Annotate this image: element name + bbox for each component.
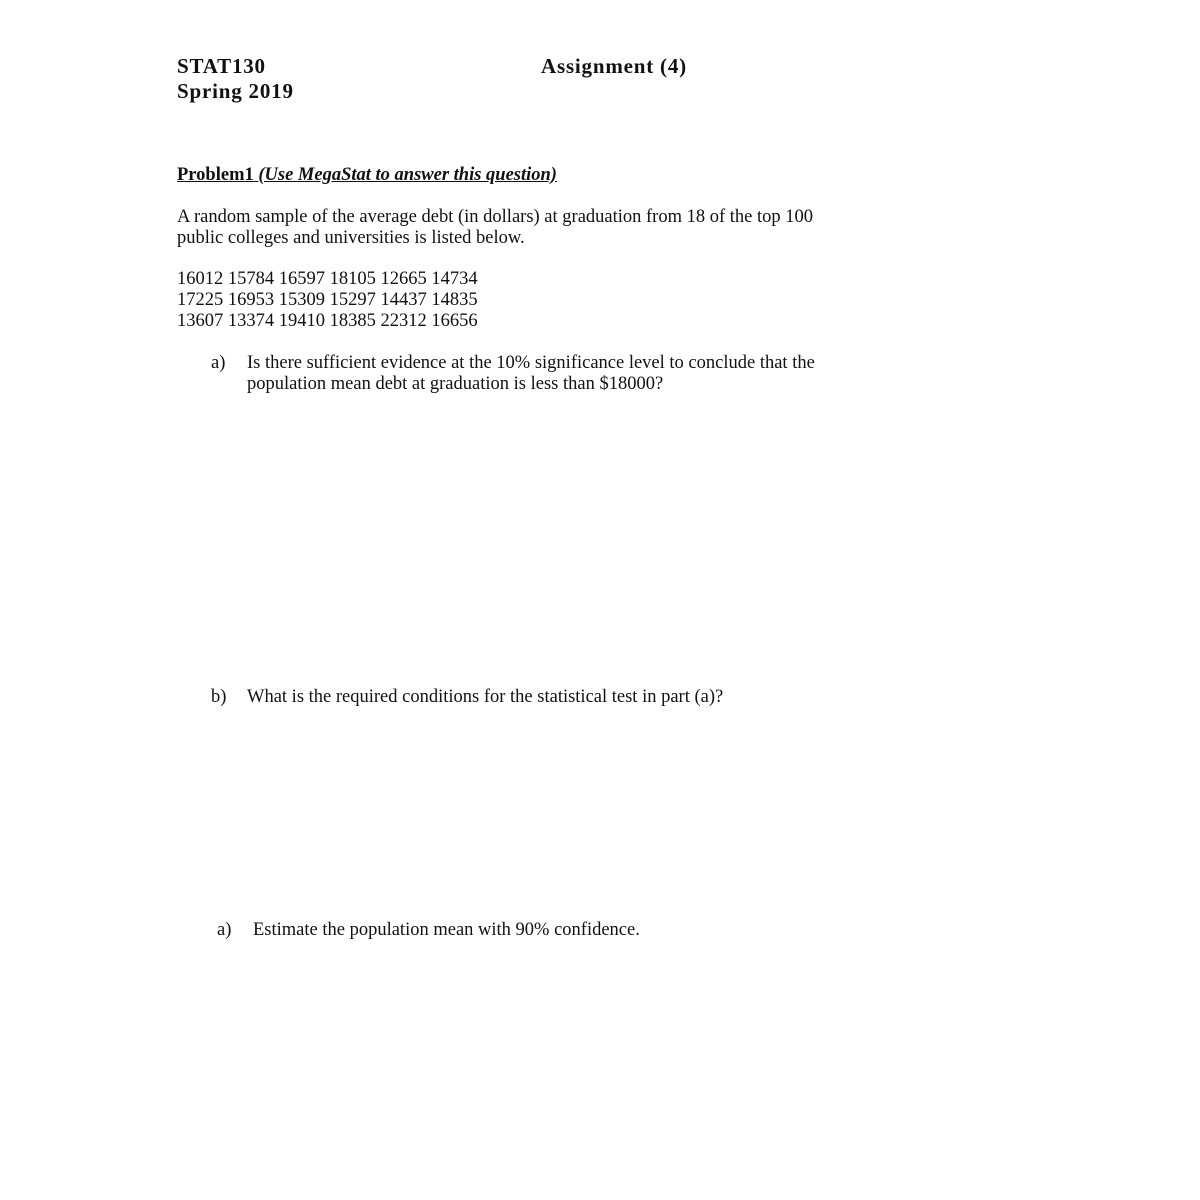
problem-note: (Use MegaStat to answer this question): [258, 165, 557, 185]
data-row: 17225 16953 15309 15297 14437 14835: [177, 290, 478, 310]
question-c-text: Estimate the population mean with 90% confidence.: [253, 920, 640, 940]
question-b-text: What is the required conditions for the statistical test in part (a)?: [247, 687, 724, 707]
intro-line-1: A random sample of the average debt (in dollars) at graduation from 18 of the top 100: [177, 207, 814, 227]
question-a-text: [247, 353, 815, 395]
question-a-line-2: population mean debt at graduation is less than $18000?: [247, 374, 664, 394]
assignment-title: Assignment (4): [541, 54, 687, 78]
problem-title: Problem1: [177, 165, 254, 185]
problem-heading: [177, 165, 557, 186]
question-b-label: b): [211, 687, 227, 707]
course-code: STAT130: [177, 54, 266, 78]
question-a-label: a): [211, 353, 226, 373]
term: Spring 2019: [177, 79, 294, 103]
intro-paragraph: [177, 207, 813, 249]
question-c-label: a): [217, 920, 232, 940]
data-table: [177, 269, 478, 332]
data-row: 16012 15784 16597 18105 12665 14734: [177, 269, 478, 289]
data-row: 13607 13374 19410 18385 22312 16656: [177, 311, 478, 331]
intro-line-2: public colleges and universities is listed below.: [177, 228, 525, 248]
question-a-line-1: Is there sufficient evidence at the 10% significance level to conclude that the: [247, 353, 815, 373]
